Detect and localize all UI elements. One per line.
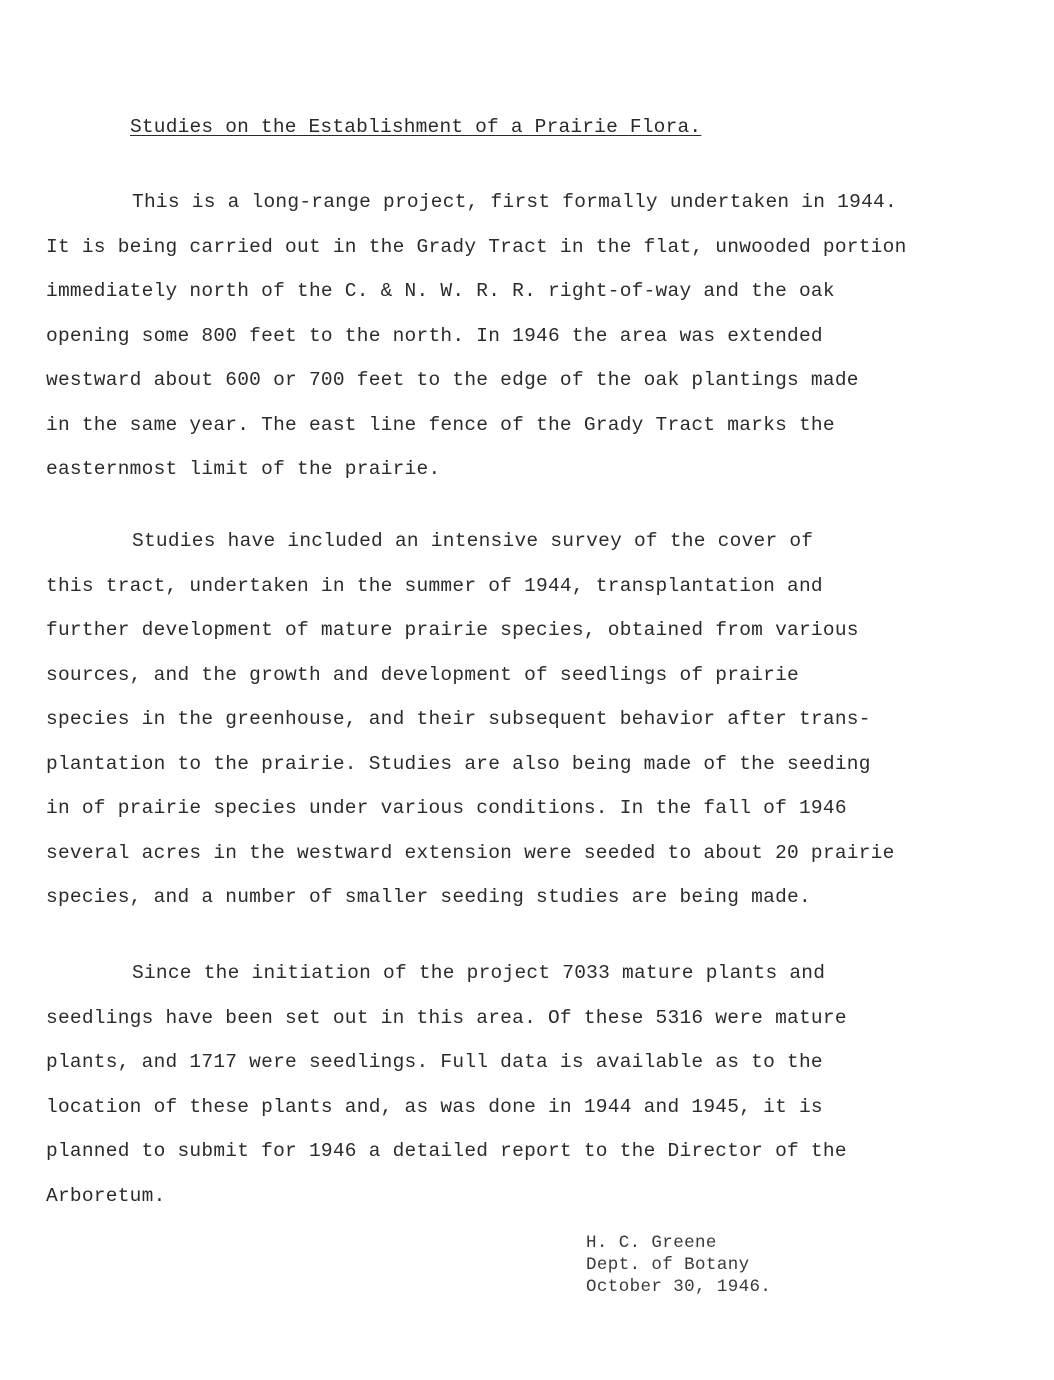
paragraph-line: plants, and 1717 were seedlings. Full data is available as to the: [46, 1051, 823, 1073]
paragraph-line: in the same year. The east line fence of the Grady Tract marks the: [46, 413, 835, 436]
paragraph-line: opening some 800 feet to the north. In 1946 the area was extended: [46, 324, 823, 347]
paragraph-line: westward about 600 or 700 feet to the edge of the oak plantings made: [46, 369, 859, 391]
paragraph-1: [46, 180, 1036, 492]
signature-department: Dept. of Botany: [586, 1255, 750, 1275]
signature-name: H. C. Greene: [586, 1233, 717, 1253]
paragraph-line: Studies have included an intensive survey of the cover of: [132, 530, 814, 552]
paragraph-line: Arboretum.: [46, 1184, 166, 1207]
paragraph-line: This is a long-range project, first formally undertaken in 1944.: [132, 191, 897, 213]
paragraph-line: this tract, undertaken in the summer of 1944, transplantation and: [46, 574, 823, 597]
paragraph-line: species, and a number of smaller seeding studies are being made.: [46, 886, 811, 908]
paragraph-line: seedlings have been set out in this area. Of these 5316 were mature: [46, 1006, 847, 1029]
paragraph-line: planned to submit for 1946 a detailed report to the Director of the: [46, 1140, 847, 1162]
paragraph-line: Since the initiation of the project 7033 mature plants and: [132, 962, 826, 984]
paragraph-line: species in the greenhouse, and their subsequent behavior after trans-: [46, 708, 871, 730]
paragraph-line: easternmost limit of the prairie.: [46, 458, 441, 480]
document-title: Studies on the Establishment of a Prairie Flora.: [130, 116, 702, 138]
paragraph-line: sources, and the growth and development of seedlings of prairie: [46, 663, 799, 686]
signature-block: [586, 1232, 771, 1298]
paragraph-line: several acres in the westward extension were seeded to about 20 prairie: [46, 841, 895, 864]
paragraph-line: location of these plants and, as was done in 1944 and 1945, it is: [46, 1095, 823, 1118]
paragraph-3: [46, 951, 1036, 1218]
paragraph-line: plantation to the prairie. Studies are also being made of the seeding: [46, 752, 871, 775]
paragraph-line: immediately north of the C. & N. W. R. R. right-of-way and the oak: [46, 280, 835, 302]
paragraph-line: in of prairie species under various conditions. In the fall of 1946: [46, 797, 847, 819]
signature-date: October 30, 1946.: [586, 1277, 772, 1297]
paragraph-line: It is being carried out in the Grady Tract in the flat, unwooded portion: [46, 235, 907, 258]
paragraph-2: [46, 519, 1036, 920]
paragraph-line: further development of mature prairie species, obtained from various: [46, 619, 859, 641]
